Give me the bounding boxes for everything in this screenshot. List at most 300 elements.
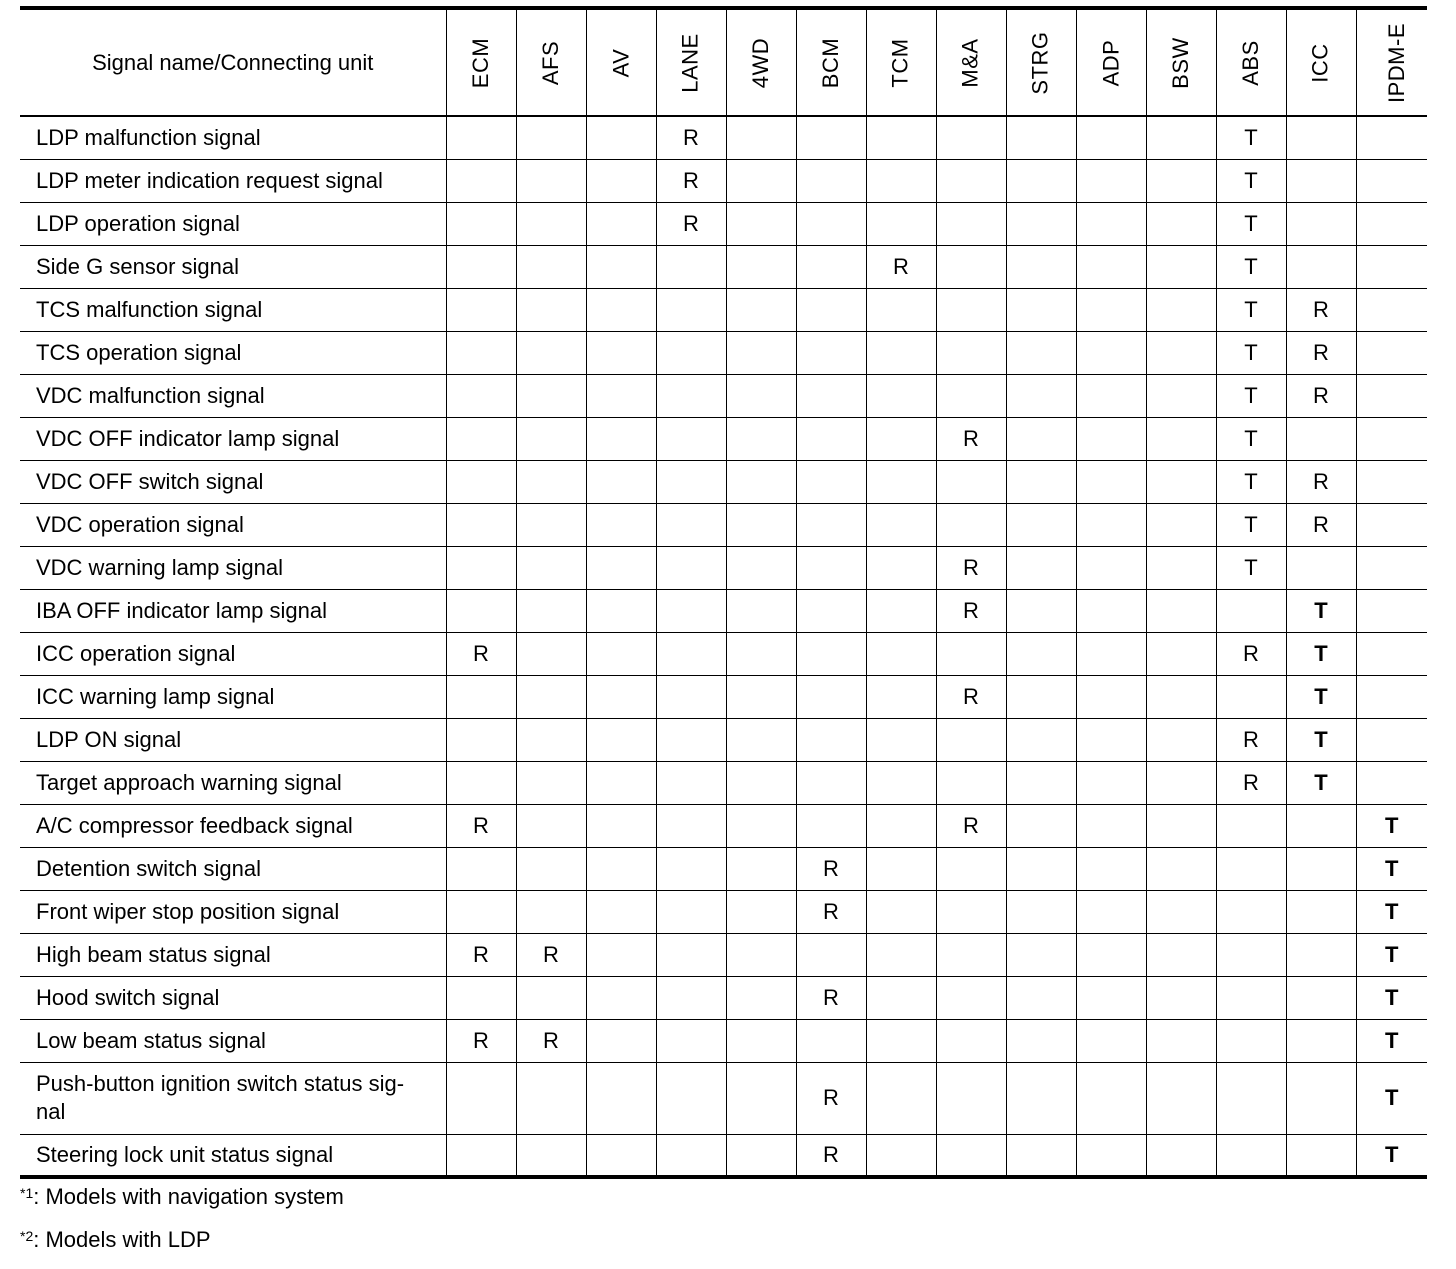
header-unit-label: ADP (1098, 39, 1123, 86)
cell-adp (1076, 202, 1146, 245)
cell-adp (1076, 159, 1146, 202)
signal-table-container (20, 6, 1427, 1179)
header-unit-label: ABS (1238, 39, 1263, 86)
cell-strg (1006, 546, 1076, 589)
cell-adp (1076, 1062, 1146, 1134)
cell-strg (1006, 288, 1076, 331)
signal-name-cell: VDC OFF switch signal (20, 460, 446, 503)
cell-abs: T (1216, 374, 1286, 417)
signal-name-cell: IBA OFF indicator lamp signal (20, 589, 446, 632)
cell-icc (1286, 976, 1356, 1019)
cell-adp (1076, 417, 1146, 460)
cell-m-a (936, 116, 1006, 159)
cell-bsw (1146, 288, 1216, 331)
cell-bcm (796, 116, 866, 159)
cell-icc: R (1286, 503, 1356, 546)
header-unit-bcm (796, 8, 866, 116)
header-unit-label: AV (608, 48, 633, 77)
cell-bcm (796, 202, 866, 245)
header-unit-icc (1286, 8, 1356, 116)
header-unit-label: M&A (958, 37, 983, 88)
cell-icc (1286, 1019, 1356, 1062)
cell-tcm (866, 589, 936, 632)
cell-ipdm-e (1356, 460, 1427, 503)
table-row (20, 933, 1427, 976)
cell-bsw (1146, 460, 1216, 503)
cell-ecm (446, 589, 516, 632)
cell-bsw (1146, 245, 1216, 288)
cell-afs (516, 976, 586, 1019)
cell-ipdm-e (1356, 718, 1427, 761)
cell-ecm (446, 761, 516, 804)
footnote-text: : Models with navigation system (33, 1184, 344, 1209)
table-row (20, 116, 1427, 159)
cell-ipdm-e (1356, 288, 1427, 331)
cell-ipdm-e (1356, 632, 1427, 675)
header-unit-label: ICC (1307, 42, 1333, 83)
cell-tcm (866, 761, 936, 804)
cell-bsw (1146, 116, 1216, 159)
cell-bsw (1146, 675, 1216, 718)
cell-icc (1286, 847, 1356, 890)
cell-strg (1006, 202, 1076, 245)
cell-icc (1286, 804, 1356, 847)
cell-adp (1076, 589, 1146, 632)
cell-adp (1076, 331, 1146, 374)
cell-abs (1216, 589, 1286, 632)
cell-tcm (866, 718, 936, 761)
table-row (20, 589, 1427, 632)
cell-av (586, 460, 656, 503)
cell-ecm (446, 546, 516, 589)
cell-strg (1006, 976, 1076, 1019)
cell-adp (1076, 374, 1146, 417)
cell-afs (516, 288, 586, 331)
cell-icc (1286, 116, 1356, 159)
cell-4wd (726, 847, 796, 890)
cell-lane (656, 847, 726, 890)
cell-strg (1006, 718, 1076, 761)
cell-ecm (446, 417, 516, 460)
cell-ecm (446, 245, 516, 288)
cell-lane (656, 1062, 726, 1134)
cell-adp (1076, 1134, 1146, 1177)
cell-icc (1286, 890, 1356, 933)
cell-av (586, 417, 656, 460)
cell-lane (656, 1134, 726, 1177)
cell-icc: T (1286, 761, 1356, 804)
cell-icc: T (1286, 675, 1356, 718)
cell-m-a (936, 374, 1006, 417)
header-unit-bsw (1146, 8, 1216, 116)
cell-abs: T (1216, 202, 1286, 245)
cell-tcm (866, 933, 936, 976)
cell-4wd (726, 632, 796, 675)
header-unit-label: STRG (1028, 30, 1053, 95)
table-row (20, 1019, 1427, 1062)
cell-lane (656, 460, 726, 503)
cell-ecm (446, 331, 516, 374)
table-row (20, 1062, 1427, 1134)
cell-ipdm-e (1356, 202, 1427, 245)
cell-icc (1286, 159, 1356, 202)
cell-4wd (726, 1062, 796, 1134)
cell-m-a: R (936, 417, 1006, 460)
cell-afs (516, 1062, 586, 1134)
cell-lane (656, 417, 726, 460)
cell-strg (1006, 804, 1076, 847)
cell-icc: T (1286, 632, 1356, 675)
table-header-row (20, 8, 1427, 116)
cell-afs: R (516, 933, 586, 976)
cell-strg (1006, 890, 1076, 933)
cell-adp (1076, 1019, 1146, 1062)
cell-tcm (866, 202, 936, 245)
cell-4wd (726, 933, 796, 976)
table-row (20, 804, 1427, 847)
table-row (20, 847, 1427, 890)
cell-icc: T (1286, 718, 1356, 761)
cell-bcm (796, 503, 866, 546)
cell-bsw (1146, 503, 1216, 546)
cell-strg (1006, 589, 1076, 632)
cell-ecm (446, 847, 516, 890)
cell-lane (656, 804, 726, 847)
cell-tcm (866, 159, 936, 202)
cell-abs (1216, 1019, 1286, 1062)
cell-strg (1006, 933, 1076, 976)
cell-ipdm-e: T (1356, 933, 1427, 976)
cell-ecm (446, 890, 516, 933)
table-row (20, 417, 1427, 460)
cell-4wd (726, 288, 796, 331)
cell-av (586, 1019, 656, 1062)
cell-abs (1216, 890, 1286, 933)
footnote-mark: *2 (20, 1228, 34, 1244)
signal-name-cell: ICC warning lamp signal (20, 675, 446, 718)
cell-icc: T (1286, 589, 1356, 632)
cell-av (586, 675, 656, 718)
cell-tcm (866, 1062, 936, 1134)
cell-adp (1076, 116, 1146, 159)
cell-m-a (936, 933, 1006, 976)
cell-ipdm-e (1356, 589, 1427, 632)
cell-adp (1076, 245, 1146, 288)
cell-tcm (866, 847, 936, 890)
cell-av (586, 1134, 656, 1177)
cell-strg (1006, 675, 1076, 718)
cell-m-a: R (936, 804, 1006, 847)
cell-bsw (1146, 804, 1216, 847)
cell-afs (516, 847, 586, 890)
header-unit-label: BSW (1168, 36, 1193, 89)
cell-tcm (866, 632, 936, 675)
table-row (20, 718, 1427, 761)
signal-name-cell: LDP meter indication request signal (20, 159, 446, 202)
cell-4wd (726, 589, 796, 632)
cell-m-a (936, 1062, 1006, 1134)
cell-bcm: R (796, 847, 866, 890)
header-unit-strg (1006, 8, 1076, 116)
cell-4wd (726, 804, 796, 847)
cell-afs (516, 116, 586, 159)
signal-name-cell: High beam status signal (20, 933, 446, 976)
cell-ecm (446, 503, 516, 546)
cell-adp (1076, 933, 1146, 976)
cell-strg (1006, 245, 1076, 288)
cell-4wd (726, 331, 796, 374)
cell-afs (516, 159, 586, 202)
cell-4wd (726, 116, 796, 159)
signal-name-cell: TCS malfunction signal (20, 288, 446, 331)
cell-av (586, 718, 656, 761)
cell-bcm (796, 245, 866, 288)
signal-name-cell: LDP operation signal (20, 202, 446, 245)
cell-icc (1286, 245, 1356, 288)
cell-m-a (936, 976, 1006, 1019)
signal-name-cell: A/C compressor feedback signal (20, 804, 446, 847)
table-row (20, 976, 1427, 1019)
cell-m-a (936, 847, 1006, 890)
cell-bcm (796, 417, 866, 460)
cell-lane (656, 288, 726, 331)
cell-icc: R (1286, 288, 1356, 331)
cell-av (586, 847, 656, 890)
cell-av (586, 546, 656, 589)
cell-bsw (1146, 159, 1216, 202)
signal-name-cell: Target approach warning signal (20, 761, 446, 804)
cell-strg (1006, 1062, 1076, 1134)
cell-abs (1216, 976, 1286, 1019)
cell-lane (656, 245, 726, 288)
cell-abs: T (1216, 159, 1286, 202)
cell-icc (1286, 546, 1356, 589)
cell-m-a (936, 503, 1006, 546)
header-unit-label: 4WD (747, 37, 773, 88)
cell-icc (1286, 417, 1356, 460)
cell-strg (1006, 374, 1076, 417)
cell-bcm (796, 460, 866, 503)
cell-tcm (866, 675, 936, 718)
footnote-mark: *1 (20, 1185, 34, 1201)
cell-afs (516, 546, 586, 589)
cell-av (586, 245, 656, 288)
cell-adp (1076, 847, 1146, 890)
cell-4wd (726, 503, 796, 546)
cell-av (586, 116, 656, 159)
cell-m-a: R (936, 589, 1006, 632)
cell-lane (656, 546, 726, 589)
cell-ecm (446, 159, 516, 202)
cell-tcm (866, 331, 936, 374)
cell-ipdm-e: T (1356, 1019, 1427, 1062)
cell-lane (656, 1019, 726, 1062)
table-row (20, 890, 1427, 933)
cell-4wd (726, 202, 796, 245)
cell-ipdm-e: T (1356, 804, 1427, 847)
header-unit-label: BCM (817, 37, 843, 88)
cell-4wd (726, 976, 796, 1019)
cell-av (586, 804, 656, 847)
table-row (20, 331, 1427, 374)
cell-abs (1216, 933, 1286, 976)
table-row (20, 245, 1427, 288)
cell-abs: T (1216, 503, 1286, 546)
cell-m-a: R (936, 546, 1006, 589)
cell-bcm (796, 804, 866, 847)
cell-bcm (796, 632, 866, 675)
cell-ecm: R (446, 1019, 516, 1062)
cell-bsw (1146, 589, 1216, 632)
cell-av (586, 159, 656, 202)
cell-av (586, 589, 656, 632)
cell-ipdm-e (1356, 546, 1427, 589)
cell-ipdm-e (1356, 374, 1427, 417)
cell-lane: R (656, 159, 726, 202)
cell-bcm (796, 374, 866, 417)
header-unit-abs (1216, 8, 1286, 116)
table-row (20, 546, 1427, 589)
cell-adp (1076, 718, 1146, 761)
cell-ipdm-e (1356, 331, 1427, 374)
header-unit-4wd (726, 8, 796, 116)
signal-name-cell: VDC malfunction signal (20, 374, 446, 417)
header-unit-ecm (446, 8, 516, 116)
cell-tcm (866, 890, 936, 933)
cell-ecm (446, 460, 516, 503)
cell-ipdm-e: T (1356, 1134, 1427, 1177)
cell-av (586, 202, 656, 245)
signal-name-cell: LDP ON signal (20, 718, 446, 761)
table-row (20, 632, 1427, 675)
cell-av (586, 976, 656, 1019)
cell-4wd (726, 1019, 796, 1062)
cell-tcm (866, 417, 936, 460)
table-row (20, 159, 1427, 202)
header-unit-av (586, 8, 656, 116)
cell-4wd (726, 159, 796, 202)
cell-lane (656, 933, 726, 976)
cell-m-a (936, 331, 1006, 374)
cell-abs: T (1216, 331, 1286, 374)
cell-ipdm-e: T (1356, 847, 1427, 890)
cell-afs (516, 589, 586, 632)
cell-4wd (726, 718, 796, 761)
cell-tcm (866, 116, 936, 159)
cell-adp (1076, 632, 1146, 675)
cell-ecm: R (446, 632, 516, 675)
cell-ecm (446, 718, 516, 761)
cell-icc: R (1286, 374, 1356, 417)
cell-abs: T (1216, 116, 1286, 159)
cell-bcm (796, 159, 866, 202)
cell-icc (1286, 202, 1356, 245)
cell-bcm: R (796, 1062, 866, 1134)
cell-afs (516, 804, 586, 847)
cell-ecm (446, 202, 516, 245)
cell-av (586, 331, 656, 374)
cell-ecm: R (446, 804, 516, 847)
cell-4wd (726, 890, 796, 933)
signal-name-cell: ICC operation signal (20, 632, 446, 675)
cell-icc: R (1286, 460, 1356, 503)
header-unit-label: IPDM-E (1383, 22, 1409, 103)
cell-abs: T (1216, 460, 1286, 503)
cell-bsw (1146, 890, 1216, 933)
cell-abs: T (1216, 417, 1286, 460)
cell-afs (516, 890, 586, 933)
cell-bcm: R (796, 976, 866, 1019)
cell-adp (1076, 460, 1146, 503)
header-unit-label: LANE (677, 32, 703, 93)
signal-name-cell: Steering lock unit status signal (20, 1134, 446, 1177)
cell-afs (516, 503, 586, 546)
footnotes (20, 1183, 344, 1269)
cell-abs (1216, 675, 1286, 718)
cell-m-a (936, 761, 1006, 804)
cell-lane (656, 976, 726, 1019)
cell-adp (1076, 761, 1146, 804)
table-row (20, 761, 1427, 804)
cell-ecm (446, 288, 516, 331)
table-row (20, 288, 1427, 331)
cell-icc (1286, 1134, 1356, 1177)
cell-abs (1216, 1134, 1286, 1177)
can-signal-table (20, 6, 1427, 1179)
cell-bsw (1146, 718, 1216, 761)
signal-name-cell: TCS operation signal (20, 331, 446, 374)
cell-tcm: R (866, 245, 936, 288)
cell-m-a (936, 245, 1006, 288)
cell-bcm (796, 1019, 866, 1062)
cell-afs (516, 460, 586, 503)
cell-bsw (1146, 1062, 1216, 1134)
cell-m-a (936, 718, 1006, 761)
header-unit-afs (516, 8, 586, 116)
cell-afs: R (516, 1019, 586, 1062)
cell-tcm (866, 546, 936, 589)
cell-icc (1286, 1062, 1356, 1134)
cell-bsw (1146, 202, 1216, 245)
cell-4wd (726, 374, 796, 417)
cell-afs (516, 374, 586, 417)
cell-strg (1006, 632, 1076, 675)
cell-ecm (446, 1134, 516, 1177)
cell-afs (516, 1134, 586, 1177)
cell-lane: R (656, 116, 726, 159)
cell-m-a: R (936, 675, 1006, 718)
cell-av (586, 374, 656, 417)
cell-4wd (726, 245, 796, 288)
cell-strg (1006, 417, 1076, 460)
cell-m-a (936, 632, 1006, 675)
table-row (20, 460, 1427, 503)
signal-name-cell: Front wiper stop position signal (20, 890, 446, 933)
cell-strg (1006, 331, 1076, 374)
cell-bcm (796, 933, 866, 976)
cell-abs: T (1216, 546, 1286, 589)
signal-name-cell: LDP malfunction signal (20, 116, 446, 159)
cell-4wd (726, 417, 796, 460)
cell-bsw (1146, 1019, 1216, 1062)
cell-bsw (1146, 976, 1216, 1019)
cell-strg (1006, 159, 1076, 202)
cell-4wd (726, 460, 796, 503)
cell-tcm (866, 503, 936, 546)
signal-name-cell: Side G sensor signal (20, 245, 446, 288)
cell-adp (1076, 804, 1146, 847)
cell-ecm (446, 976, 516, 1019)
